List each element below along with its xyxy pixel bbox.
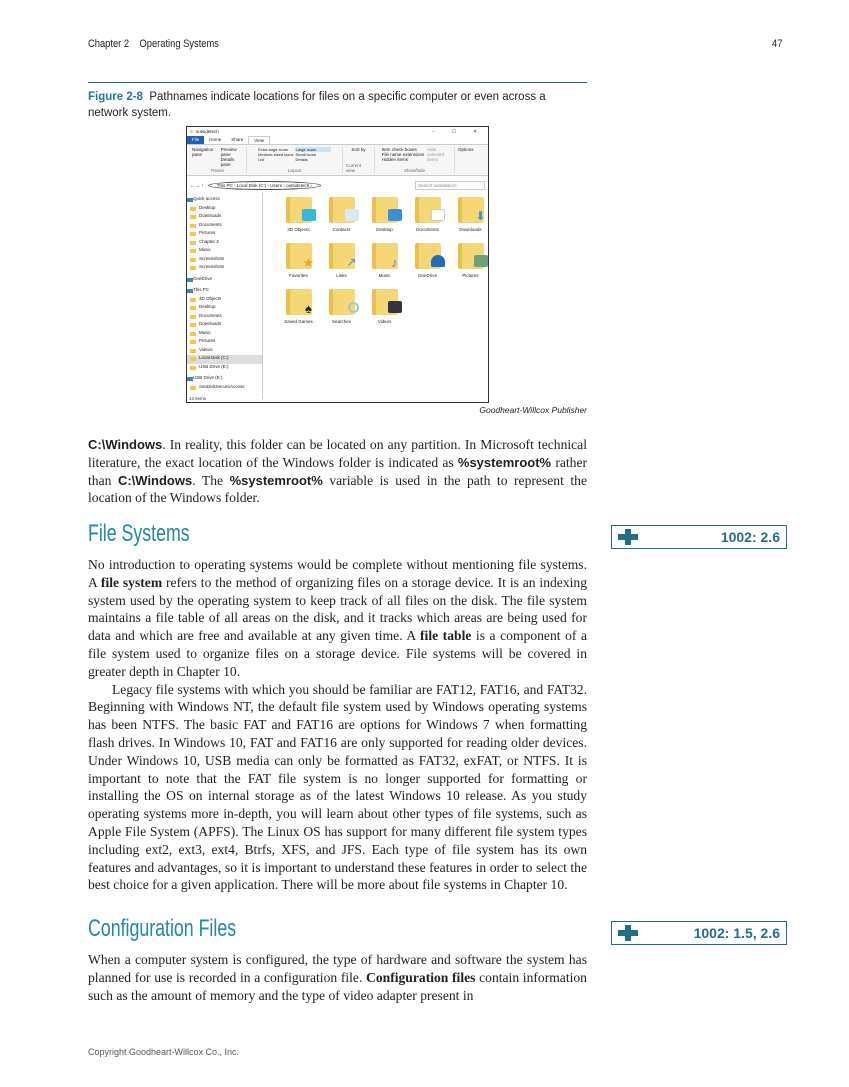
objective-box — [611, 525, 787, 549]
folder-label: Contacts — [332, 227, 351, 232]
folder-icon — [329, 289, 355, 315]
folder-icon — [372, 197, 398, 223]
objective-label: 1002: 2.6 — [720, 529, 780, 545]
folder-icon: ⬇ — [458, 197, 484, 223]
tab-home: Home — [209, 137, 222, 142]
folder-icon — [329, 197, 355, 223]
paragraph — [88, 951, 587, 1004]
folder-icon: ♠ — [286, 289, 312, 315]
caption-rule — [88, 82, 587, 83]
group-label: Show/hide — [403, 168, 425, 173]
folder-label: Favorites — [289, 273, 308, 278]
crumb: outsidetech — [286, 182, 310, 188]
paragraph: Legacy file systems with which you should be familiar are FAT12, FAT16, and FAT32. Beginning with Windows NT, the default file system used by Windows operating systems has been NTFS. The basic FAT and FAT16 are options for Windows 7 when formatting flash drives. In Windows 10, FAT and FAT16 are only supported for reading older devices. Under Windows 10, USB media can only be formatted as FAT32, exFAT, or NTFS. It is important to note that the FAT file system is no longer supported for formatting or installing the OS on internal storage as of the latest Windows 10 release. As you study operating systems more in-depth, you will learn about other types of file systems, such as Apple File System (APFS). The Linux OS has support for many different file system types including ext2, ext3, ext4, Btrfs, XFS, and JFS. Each type of file system has its own features and advantages, so it is important to understand these features in order to select the best choice for a given application. There will be more about file systems in Chapter 10. — [88, 681, 587, 893]
nav-item: 3D Objects — [187, 296, 262, 305]
nav-item: Documents — [187, 222, 262, 231]
folder-icon: ★ — [286, 243, 312, 269]
nav-item: Chapter 2 — [187, 239, 262, 248]
folder-label: Music — [378, 273, 391, 278]
layout-option: Medium-sized icons — [258, 152, 294, 157]
group-label: Panes — [211, 168, 224, 173]
folder-item — [277, 197, 320, 239]
nav-item: Desktop — [187, 304, 262, 313]
key-term: Configuration files — [366, 969, 476, 985]
text: When a computer system is configured, the type of hardware and software the system has planned for use is recorded in a configuration file. — [88, 952, 587, 985]
folder-label: Searches — [331, 319, 351, 324]
folder-item — [277, 289, 320, 331]
folder-item — [320, 197, 363, 239]
text: refers to the method of organizing files on a storage device. It is an indexing system used by the operating system to keep track of all files on the disk. The file system maintains a file table of all areas on the disk, and it tracks which areas are being used for data and which are free and available at any given time. A — [88, 574, 587, 644]
group-label: Current view — [346, 163, 362, 173]
folder-label: Links — [336, 273, 347, 278]
folder-icon: ↗ — [329, 243, 355, 269]
search-box: Search outsidetech — [415, 181, 485, 190]
code-term: %systemroot% — [229, 472, 323, 488]
key-term: file system — [100, 574, 163, 590]
checkbox-option: File name extensions — [381, 152, 425, 157]
nav-item: Pictures — [187, 230, 262, 239]
folder-label: Downloads — [459, 227, 482, 232]
nav-item: Quick access — [187, 196, 262, 205]
preview-pane: Preview pane — [220, 147, 237, 157]
group-label: Layout — [287, 168, 302, 173]
nav-item: USB Drive (E:) — [187, 375, 262, 384]
tab-view: View — [248, 136, 270, 144]
paragraph — [88, 436, 587, 507]
paragraph — [88, 556, 587, 894]
objective-box — [611, 921, 787, 945]
figure-credit: Goodheart-Willcox Publisher — [479, 405, 587, 415]
ribbon — [187, 144, 488, 176]
nav-item: Screenshots — [187, 264, 262, 273]
nav-item: Downloads — [187, 321, 262, 330]
folder-label: OneDrive — [417, 273, 437, 278]
nav-item: This PC — [187, 287, 262, 296]
folder-item — [363, 197, 406, 239]
code-term: C:\Windows — [117, 472, 193, 488]
nav-item: SanDiskSecureAccess — [187, 384, 262, 393]
layout-option: Extra large icons — [258, 147, 288, 152]
nav-item: Music — [187, 247, 262, 256]
folder-label: Pictures — [462, 273, 479, 278]
navigation-pane — [187, 193, 263, 399]
text: contain information such as the amount of memory and the type of video adapter present in — [88, 969, 587, 1003]
nav-item: Documents — [187, 313, 262, 322]
folder-icon — [415, 197, 441, 223]
folder-icon — [415, 243, 441, 269]
folder-icon: ♪ — [372, 243, 398, 269]
nav-item: Local Disk (C:) — [187, 355, 262, 364]
section-heading: Configuration Files — [88, 915, 237, 942]
folder-icon — [458, 243, 484, 269]
nav-item: Screenshots — [187, 256, 262, 265]
text: rather than — [88, 454, 588, 488]
folder-item — [449, 197, 489, 239]
folder-label: 3D Objects — [287, 227, 310, 232]
folder-item — [406, 243, 449, 285]
ribbon-tabs — [187, 136, 488, 144]
crumb: This PC — [216, 182, 233, 188]
address-bar: ← → ↑ This PC › Local Disk (C:) › Users › outsidetech › Search outsidetech — [187, 179, 488, 191]
title-bar: ■ outsidetech ‒ ☐ ✕ — [190, 128, 485, 134]
text: . The — [192, 472, 230, 488]
nav-item: OneDrive — [187, 276, 262, 285]
crumb: Users — [270, 182, 283, 188]
crumb: Local Disk (C:) — [236, 182, 267, 188]
folder-item — [363, 243, 406, 285]
status-bar: 13 items — [189, 396, 207, 401]
code-term: C:\Windows — [88, 437, 163, 452]
figure-caption — [88, 89, 587, 121]
key-term: file table — [420, 628, 472, 644]
figure-label: Figure 2-8 — [88, 91, 143, 103]
section-heading: File Systems — [88, 520, 190, 547]
page-number: 47 — [772, 38, 783, 50]
text: variable is used in the path to represent the location of the Windows folder. — [88, 472, 587, 506]
text: . In reality, this folder can be located on any partition. In Microsoft technical literature, the exact location of the Windows folder is indicated as — [88, 437, 587, 470]
chapter-label: Chapter 2 — [88, 38, 130, 50]
window-controls-icon: ‒ ☐ ✕ — [432, 128, 485, 134]
folder-label: Saved Games — [284, 319, 313, 324]
layout-option: Details — [295, 157, 308, 162]
folder-label: Videos — [377, 319, 392, 324]
nav-item: USB Drive (E:) — [187, 364, 262, 373]
folder-item — [277, 243, 320, 285]
copyright-footer: Copyright Goodheart-Willcox Co., Inc. — [88, 1047, 240, 1057]
window-title: outsidetech — [195, 129, 219, 134]
folder-item — [320, 289, 363, 331]
folder-label: Documents — [416, 227, 439, 232]
running-header — [88, 38, 219, 50]
folder-item — [363, 289, 406, 331]
folder-grid — [277, 197, 489, 331]
details-pane: Details pane — [220, 157, 235, 167]
folder-icon — [286, 197, 312, 223]
file-explorer-screenshot — [186, 126, 489, 403]
layout-option: Large icons — [296, 147, 331, 152]
layout-option: List — [258, 157, 265, 162]
folder-label: Desktop — [376, 227, 393, 232]
a-plus-icon — [618, 529, 638, 545]
options: Options — [458, 147, 474, 152]
folder-icon — [372, 289, 398, 315]
nav-item: Music — [187, 330, 262, 339]
objective-label: 1002: 1.5, 2.6 — [693, 925, 780, 941]
layout-option: Small icons — [295, 152, 316, 157]
nav-item: Videos — [187, 347, 262, 356]
chapter-title: Operating Systems — [139, 38, 219, 50]
checkbox-option: Hidden items — [381, 157, 408, 162]
text: No introduction to operating systems would be complete without mentioning file systems. A — [88, 557, 587, 590]
nav-item: Pictures — [187, 338, 262, 347]
breadcrumb: This PC › Local Disk (C:) › Users › outsidetech › — [208, 181, 321, 190]
folder-item — [406, 197, 449, 239]
tab-share: Share — [231, 137, 244, 142]
caption-text: Pathnames indicate locations for files on a specific computer or even across a network system. — [88, 91, 546, 119]
hide-selected: Hide selected items — [427, 147, 445, 162]
sort-by: Sort by — [351, 147, 366, 152]
nav-item: Desktop — [187, 205, 262, 214]
a-plus-icon — [618, 925, 638, 941]
tab-file: File — [187, 136, 204, 144]
text: is a component of a file system used to organize files on a storage device. File systems will be covered in greater depth in Chapter 10. — [88, 628, 587, 679]
nav-item: Downloads — [187, 213, 262, 222]
checkbox-option: Item check boxes — [381, 147, 417, 152]
code-term: %systemroot% — [457, 454, 552, 470]
navigation-pane: Navigation pane — [192, 147, 214, 157]
folder-item — [320, 243, 363, 285]
folder-item — [449, 243, 489, 285]
